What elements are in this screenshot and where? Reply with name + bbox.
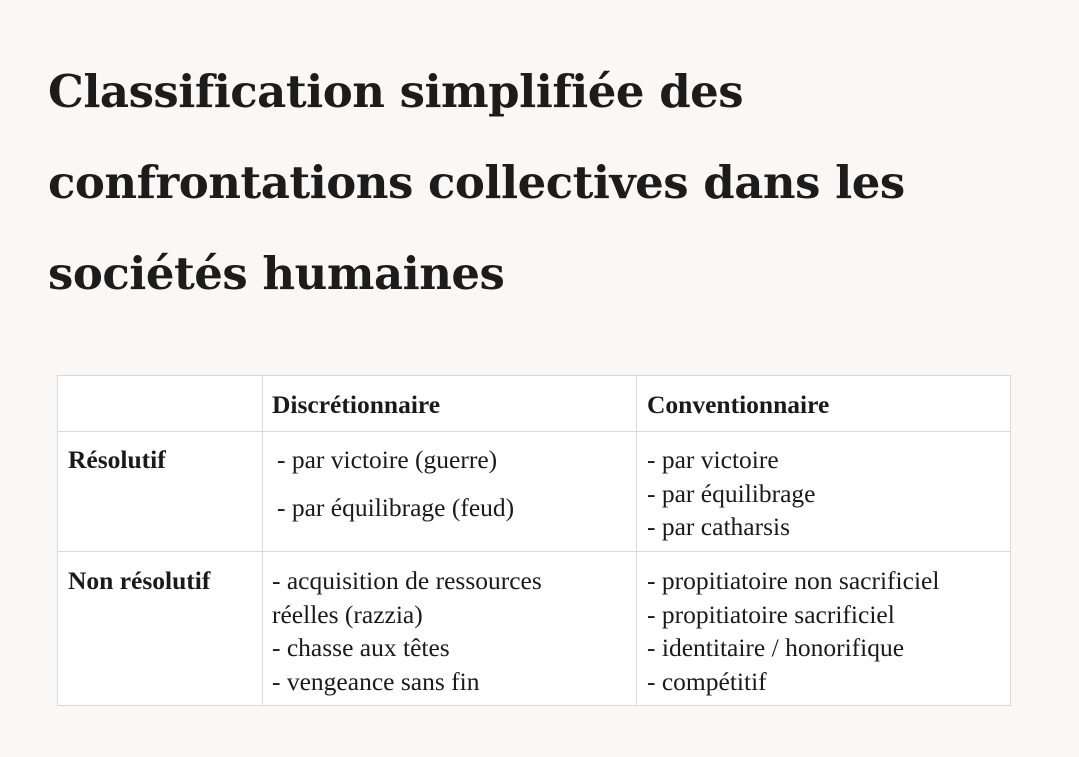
row-divider — [58, 431, 1010, 432]
list-item: - chasse aux têtes — [272, 633, 450, 662]
list-item: - propitiatoire non sacrificiel — [647, 566, 940, 595]
list-item: - vengeance sans fin — [272, 666, 480, 696]
list-item: - compétitif — [647, 666, 767, 696]
list-item: - acquisition de ressources — [272, 566, 542, 595]
row-label-resolutif: Résolutif — [68, 445, 166, 474]
column-divider — [262, 376, 263, 705]
cell-non-resolutif-conventionnaire — [647, 564, 939, 698]
list-item: - par équilibrage (feud) — [277, 493, 515, 522]
list-item: - identitaire / honorifique — [647, 633, 905, 662]
list-item: - par équilibrage — [647, 478, 816, 508]
row-divider — [58, 551, 1010, 552]
column-header-discretionnaire: Discrétionnaire — [272, 390, 441, 419]
cell-non-resolutif-discretionnaire — [272, 564, 542, 698]
list-item: réelles (razzia) — [272, 599, 423, 629]
cell-resolutif-discretionnaire — [277, 436, 514, 532]
cell-resolutif-conventionnaire — [647, 443, 816, 544]
row-label-non-resolutif: Non résolutif — [68, 566, 211, 595]
list-item: - par catharsis — [647, 512, 791, 541]
title-line: confrontations collectives dans les — [48, 156, 905, 209]
list-item: - par victoire — [647, 445, 779, 474]
page-title — [48, 46, 1048, 319]
column-header-conventionnaire: Conventionnaire — [647, 390, 830, 419]
title-line: Classification simplifiée des — [48, 65, 744, 118]
list-item: - propitiatoire sacrificiel — [647, 599, 895, 629]
column-divider — [636, 376, 637, 705]
list-item: - par victoire (guerre) — [277, 445, 498, 474]
title-line: sociétés humaines — [48, 247, 505, 300]
classification-table — [57, 375, 1011, 706]
